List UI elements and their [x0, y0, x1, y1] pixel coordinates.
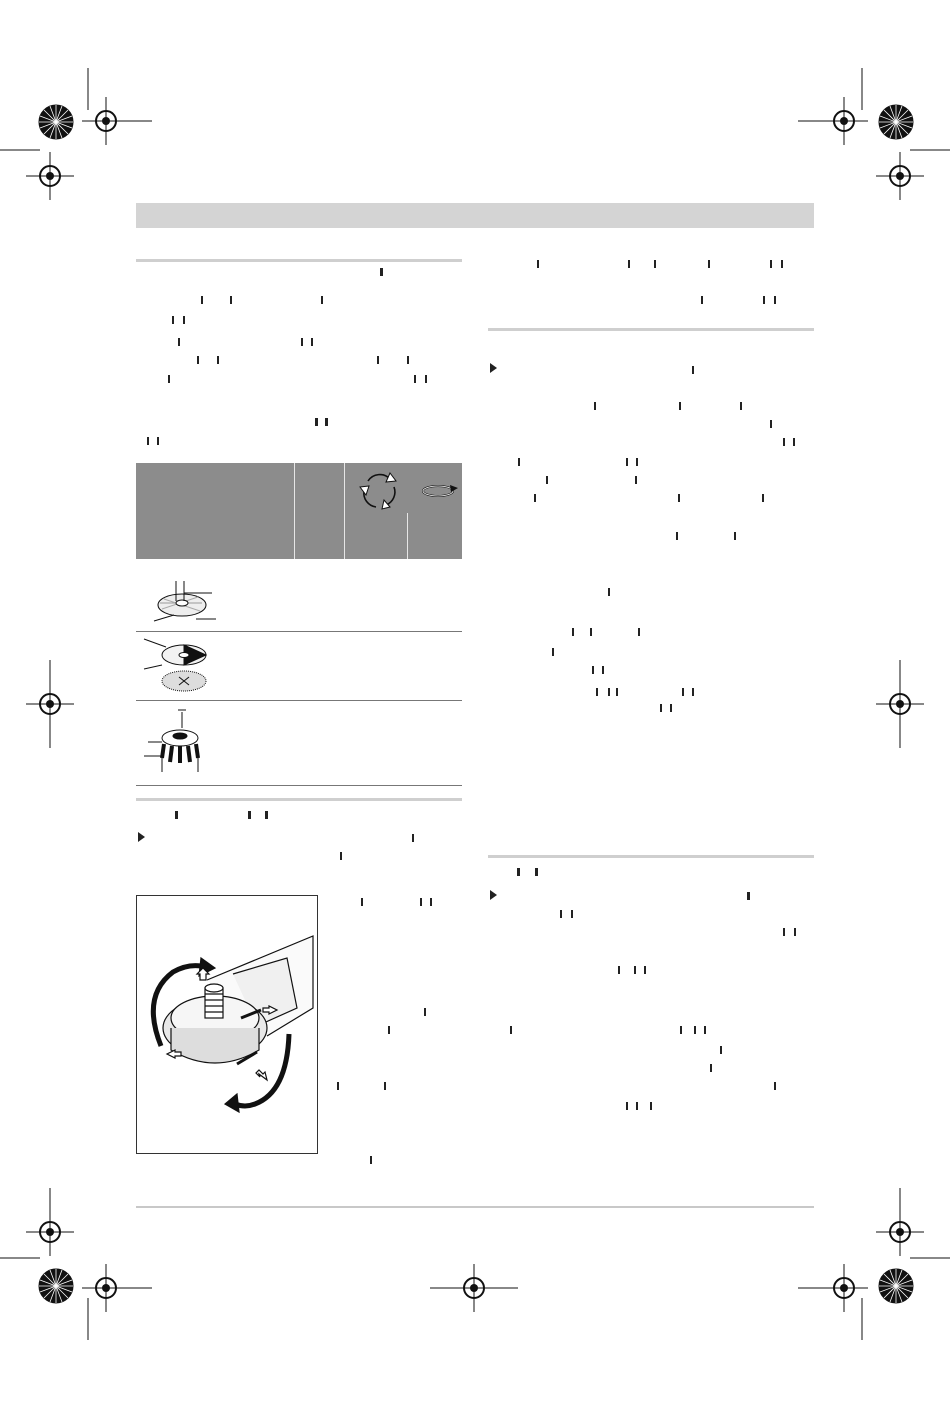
section-rule [136, 259, 462, 262]
section-rule [488, 328, 814, 331]
grinding-disc-illustration [140, 579, 220, 623]
accessory-table-header [136, 463, 462, 559]
rotation-band-icon [420, 481, 460, 501]
recycle-arrows-icon [356, 469, 402, 511]
angle-grinder-guard-rotation-illustration [137, 896, 317, 1153]
cup-wire-brush-illustration [140, 708, 220, 774]
section-rule [136, 798, 462, 801]
flap-disc-illustration [140, 637, 220, 697]
page-header-bar [136, 203, 814, 228]
section-rule [488, 855, 814, 858]
guard-adjustment-figure [136, 895, 318, 1154]
footer-rule [136, 1206, 814, 1208]
